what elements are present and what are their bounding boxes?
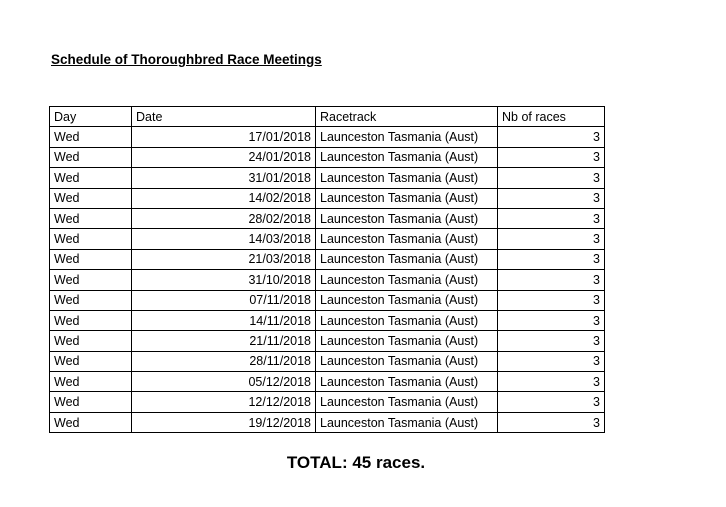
cell-nb-races: 3	[498, 249, 605, 269]
table-body	[50, 127, 605, 433]
header-nb-races: Nb of races	[498, 107, 605, 127]
cell-date: 07/11/2018	[132, 290, 316, 310]
cell-day: Wed	[50, 229, 132, 249]
table-row	[50, 310, 605, 330]
cell-day: Wed	[50, 249, 132, 269]
table-row	[50, 372, 605, 392]
header-racetrack: Racetrack	[316, 107, 498, 127]
race-schedule-table	[49, 106, 605, 433]
cell-day: Wed	[50, 290, 132, 310]
table-row	[50, 412, 605, 432]
cell-nb-races: 3	[498, 331, 605, 351]
cell-date: 28/02/2018	[132, 208, 316, 228]
table-row	[50, 392, 605, 412]
cell-nb-races: 3	[498, 392, 605, 412]
cell-day: Wed	[50, 372, 132, 392]
table-row	[50, 168, 605, 188]
cell-racetrack: Launceston Tasmania (Aust)	[316, 168, 498, 188]
cell-day: Wed	[50, 331, 132, 351]
cell-racetrack: Launceston Tasmania (Aust)	[316, 127, 498, 147]
page-title: Schedule of Thoroughbred Race Meetings	[51, 52, 322, 67]
cell-racetrack: Launceston Tasmania (Aust)	[316, 392, 498, 412]
table-row	[50, 249, 605, 269]
cell-day: Wed	[50, 188, 132, 208]
cell-date: 19/12/2018	[132, 412, 316, 432]
cell-day: Wed	[50, 310, 132, 330]
cell-day: Wed	[50, 351, 132, 371]
cell-racetrack: Launceston Tasmania (Aust)	[316, 372, 498, 392]
cell-nb-races: 3	[498, 270, 605, 290]
total-summary	[0, 453, 726, 473]
cell-nb-races: 3	[498, 290, 605, 310]
cell-nb-races: 3	[498, 168, 605, 188]
cell-nb-races: 3	[498, 208, 605, 228]
cell-nb-races: 3	[498, 310, 605, 330]
table-row	[50, 351, 605, 371]
cell-racetrack: Launceston Tasmania (Aust)	[316, 188, 498, 208]
table-row	[50, 290, 605, 310]
cell-racetrack: Launceston Tasmania (Aust)	[316, 351, 498, 371]
table-row	[50, 188, 605, 208]
cell-date: 05/12/2018	[132, 372, 316, 392]
table-row	[50, 208, 605, 228]
cell-racetrack: Launceston Tasmania (Aust)	[316, 310, 498, 330]
cell-date: 31/10/2018	[132, 270, 316, 290]
total-text: TOTAL: 45 races.	[286, 453, 426, 472]
cell-racetrack: Launceston Tasmania (Aust)	[316, 229, 498, 249]
cell-racetrack: Launceston Tasmania (Aust)	[316, 412, 498, 432]
cell-nb-races: 3	[498, 229, 605, 249]
cell-day: Wed	[50, 392, 132, 412]
cell-day: Wed	[50, 168, 132, 188]
cell-date: 31/01/2018	[132, 168, 316, 188]
table-row	[50, 127, 605, 147]
cell-nb-races: 3	[498, 188, 605, 208]
cell-date: 12/12/2018	[132, 392, 316, 412]
cell-nb-races: 3	[498, 127, 605, 147]
header-day: Day	[50, 107, 132, 127]
cell-date: 21/11/2018	[132, 331, 316, 351]
cell-date: 21/03/2018	[132, 249, 316, 269]
cell-nb-races: 3	[498, 412, 605, 432]
cell-racetrack: Launceston Tasmania (Aust)	[316, 147, 498, 167]
table-row	[50, 270, 605, 290]
cell-day: Wed	[50, 147, 132, 167]
table-row	[50, 331, 605, 351]
cell-nb-races: 3	[498, 372, 605, 392]
cell-date: 24/01/2018	[132, 147, 316, 167]
cell-date: 14/11/2018	[132, 310, 316, 330]
cell-racetrack: Launceston Tasmania (Aust)	[316, 270, 498, 290]
table-row	[50, 229, 605, 249]
cell-date: 17/01/2018	[132, 127, 316, 147]
cell-racetrack: Launceston Tasmania (Aust)	[316, 331, 498, 351]
cell-day: Wed	[50, 127, 132, 147]
cell-date: 28/11/2018	[132, 351, 316, 371]
table-header-row	[50, 107, 605, 127]
cell-date: 14/03/2018	[132, 229, 316, 249]
cell-racetrack: Launceston Tasmania (Aust)	[316, 249, 498, 269]
cell-racetrack: Launceston Tasmania (Aust)	[316, 208, 498, 228]
table-row	[50, 147, 605, 167]
cell-day: Wed	[50, 270, 132, 290]
header-date: Date	[132, 107, 316, 127]
cell-nb-races: 3	[498, 351, 605, 371]
cell-date: 14/02/2018	[132, 188, 316, 208]
cell-racetrack: Launceston Tasmania (Aust)	[316, 290, 498, 310]
cell-day: Wed	[50, 412, 132, 432]
cell-day: Wed	[50, 208, 132, 228]
cell-nb-races: 3	[498, 147, 605, 167]
